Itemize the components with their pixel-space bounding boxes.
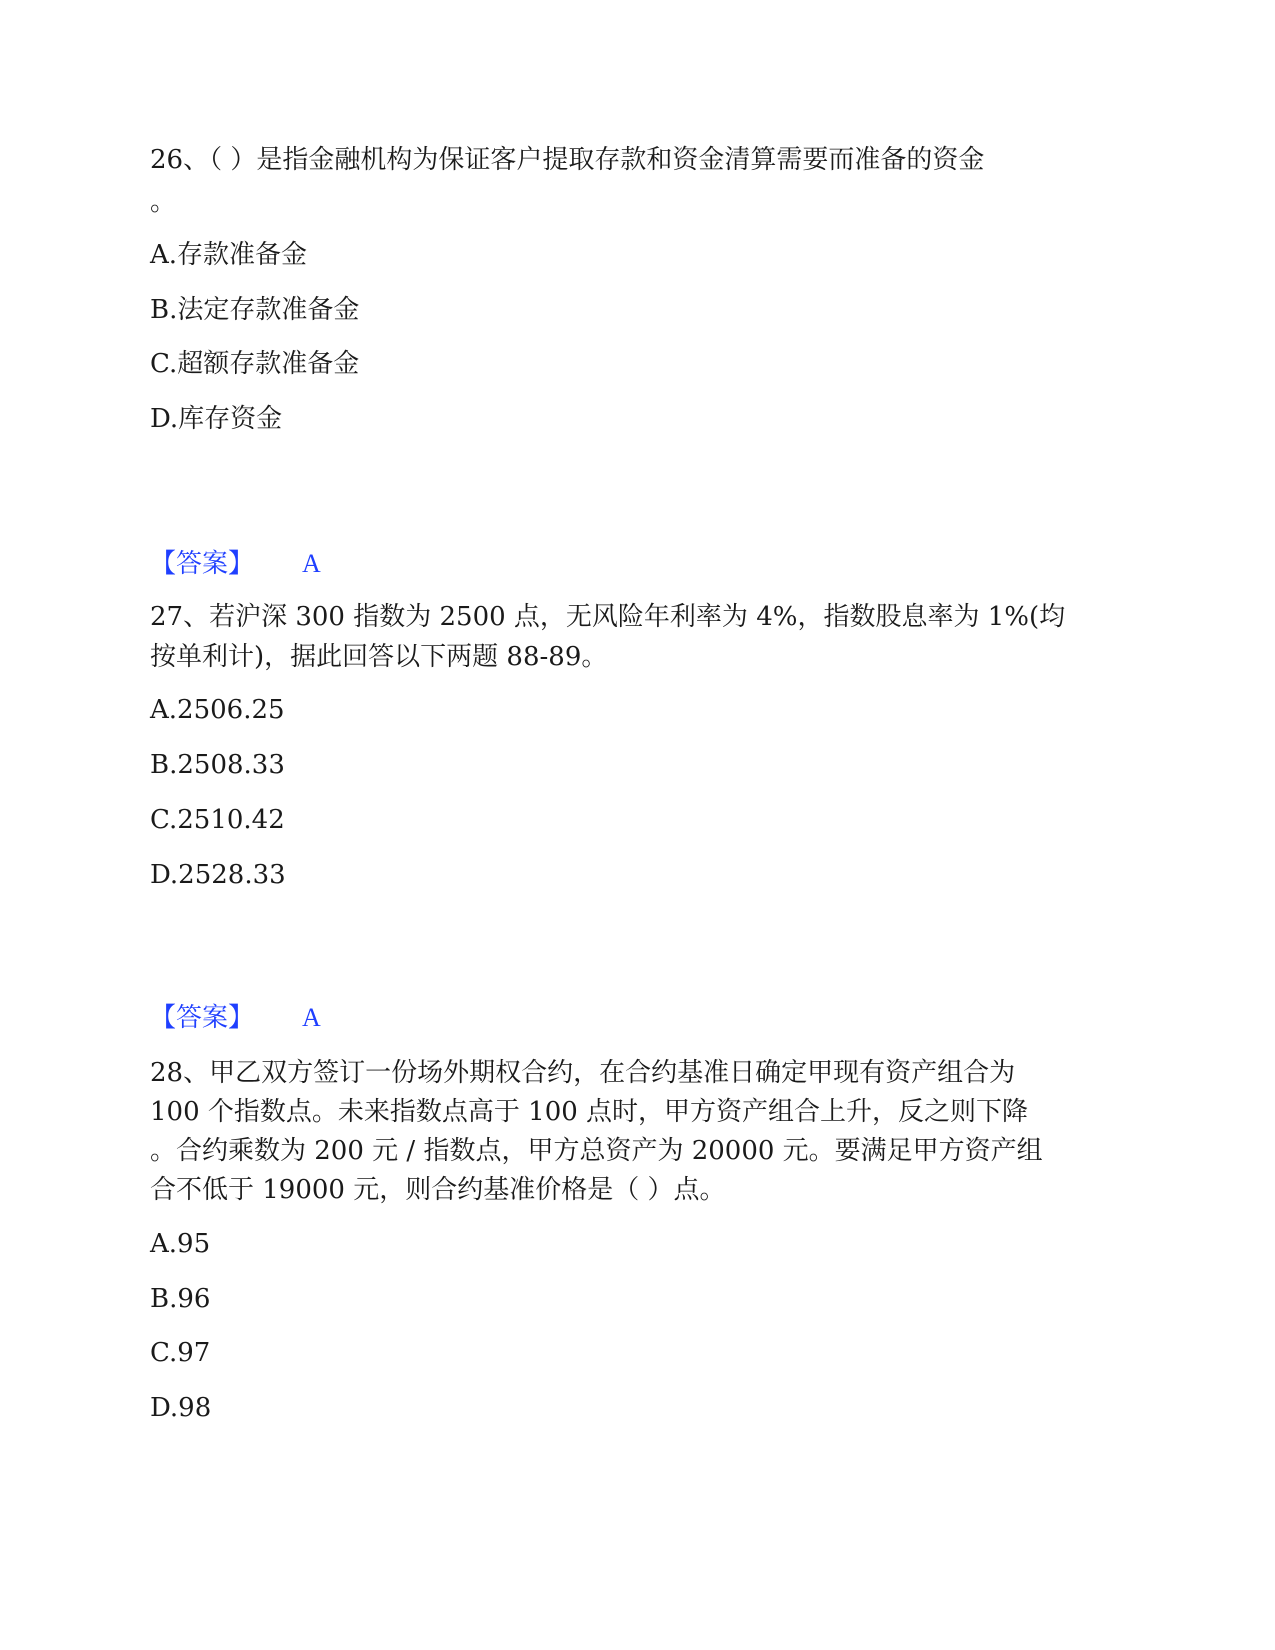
question-26-option-b: B.法定存款准备金 bbox=[150, 295, 360, 325]
question-28-text-line-4: 合不低于 19000 元，则合约基准价格是（ ）点。 bbox=[150, 1175, 726, 1205]
question-27-option-b: B.2508.33 bbox=[150, 750, 285, 780]
question-28-option-d: D.98 bbox=[150, 1393, 212, 1423]
question-27-option-d: D.2528.33 bbox=[150, 860, 286, 890]
question-27-option-a: A.2506.25 bbox=[150, 695, 285, 725]
question-27-answer bbox=[150, 998, 321, 1038]
question-28-text-line-3: 。合约乘数为 200 元 / 指数点，甲方总资产为 20000 元。要满足甲方资产组 bbox=[150, 1136, 1043, 1166]
answer-value: A bbox=[302, 1003, 321, 1032]
question-28-text-line-2: 100 个指数点。未来指数点高于 100 点时，甲方资产组合上升，反之则下降 bbox=[150, 1097, 1029, 1127]
question-26-text-line-2: 。 bbox=[150, 187, 177, 217]
question-28-option-a: A.95 bbox=[150, 1229, 211, 1259]
question-27-text-line-2: 按单利计)，据此回答以下两题 88-89。 bbox=[150, 642, 608, 672]
question-26-text-line-1: 26、（ ）是指金融机构为保证客户提取存款和资金清算需要而准备的资金 bbox=[150, 145, 985, 175]
question-26-option-a: A.存款准备金 bbox=[150, 240, 308, 270]
question-28-option-c: C.97 bbox=[150, 1338, 211, 1368]
question-28-option-b: B.96 bbox=[150, 1284, 211, 1314]
question-27-text-line-1: 27、若沪深 300 指数为 2500 点，无风险年利率为 4%，指数股息率为 1%(均 bbox=[150, 602, 1066, 632]
answer-label: 【答案】 bbox=[150, 549, 255, 579]
question-27-option-c: C.2510.42 bbox=[150, 805, 285, 835]
question-28-text-line-1: 28、甲乙双方签订一份场外期权合约，在合约基准日确定甲现有资产组合为 bbox=[150, 1058, 1016, 1088]
question-26-option-c: C.超额存款准备金 bbox=[150, 349, 360, 379]
answer-label: 【答案】 bbox=[150, 1003, 255, 1033]
answer-value: A bbox=[302, 549, 321, 578]
question-26-answer bbox=[150, 544, 321, 584]
question-26-option-d: D.库存资金 bbox=[150, 404, 283, 434]
